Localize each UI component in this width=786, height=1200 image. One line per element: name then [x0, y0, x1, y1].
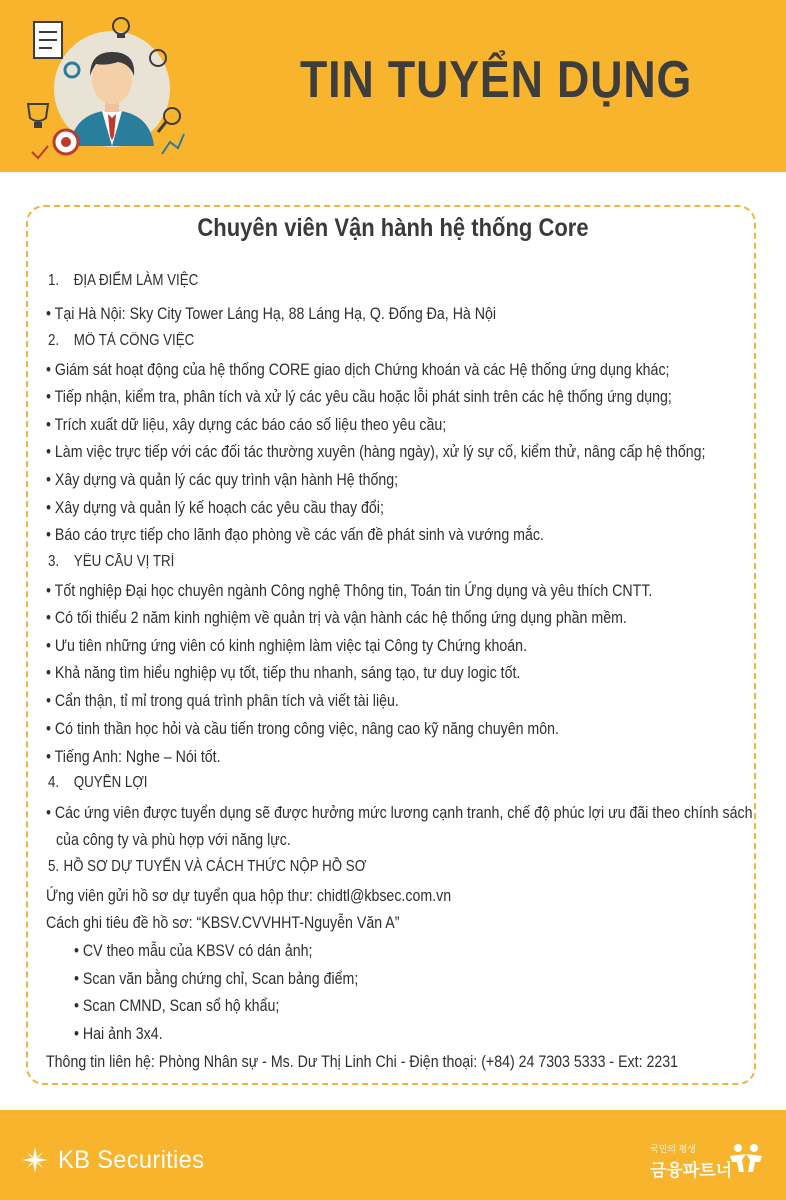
section-number: 2. — [48, 332, 60, 349]
section-heading-text: YÊU CẦU VỊ TRÍ — [73, 553, 175, 570]
list-item: • Khả năng tìm hiểu nghiệp vụ tốt, tiếp thu nhanh, sáng tạo, tư duy logic tốt. — [46, 664, 521, 682]
job-title: Chuyên viên Vận hành hệ thống Core — [197, 214, 589, 242]
section-heading — [48, 332, 194, 350]
list-item: • Làm việc trực tiếp với các đối tác thường xuyên (hàng ngày), xử lý sự cố, kiểm thử, nâng cấp hệ thống; — [46, 443, 706, 461]
section-number: 3. — [48, 553, 60, 570]
list-item: • Tiếp nhận, kiểm tra, phân tích và xử lý các yêu cầu hoặc lỗi phát sinh trên các hệ thống ứng dụng; — [46, 388, 672, 406]
partner-slogan-small: 국민의 평생 — [650, 1144, 696, 1154]
list-item: • Tốt nghiệp Đại học chuyên ngành Công nghệ Thông tin, Toán tin Ứng dụng và yêu thích CNTT. — [46, 582, 653, 600]
list-item: • Có tối thiểu 2 năm kinh nghiệm về quản trị và vận hành các hệ thống ứng dụng phần mềm. — [46, 609, 627, 627]
section-number: 1. — [48, 272, 60, 289]
list-item: • CV theo mẫu của KBSV có dán ảnh; — [74, 942, 313, 960]
list-item: • Báo cáo trực tiếp cho lãnh đạo phòng về các vấn đề phát sinh và vướng mắc. — [46, 526, 544, 544]
list-item: Ứng viên gửi hồ sơ dự tuyển qua hộp thư: chidtl@kbsec.com.vn — [46, 887, 452, 905]
list-item: • Giám sát hoạt động của hệ thống CORE giao dịch Chứng khoán và các Hệ thống ứng dụng khác; — [46, 361, 670, 379]
section-heading — [48, 774, 147, 792]
contact-info: Thông tin liên hệ: Phòng Nhân sự - Ms. Dư Thị Linh Chi - Điện thoại: (+84) 24 7303 5333 - Ext: 2231 — [46, 1053, 679, 1071]
list-item: • Trích xuất dữ liệu, xây dựng các báo cáo số liệu theo yêu cầu; — [46, 416, 447, 434]
list-item: Cách ghi tiêu đề hồ sơ: “KBSV.CVVHHT-Nguyễn Văn A” — [46, 914, 400, 932]
list-item: • Cẩn thận, tỉ mỉ trong quá trình phân tích và viết tài liệu. — [46, 692, 399, 710]
list-item: • Scan CMND, Scan sổ hộ khẩu; — [74, 997, 280, 1015]
partner-slogan — [640, 1136, 770, 1186]
page-title: TIN TUYỂN DỤNG — [300, 51, 693, 109]
list-item: của công ty và phù hợp với năng lực. — [56, 831, 291, 849]
kb-star-logo-icon — [20, 1145, 50, 1175]
list-item: • Ưu tiên những ứng viên có kinh nghiệm làm việc tại Công ty Chứng khoán. — [46, 637, 528, 655]
section-heading-text: HỒ SƠ DỰ TUYỂN VÀ CÁCH THỨC NỘP HỒ SƠ — [63, 858, 367, 875]
section-heading-text: ĐỊA ĐIỂM LÀM VIỆC — [73, 272, 199, 289]
section-number: 4. — [48, 774, 60, 791]
list-item: • Tiếng Anh: Nghe – Nói tốt. — [46, 748, 221, 766]
recruiter-illustration-icon — [22, 14, 187, 164]
section-heading-text: QUYỀN LỢI — [73, 774, 148, 791]
list-item: • Xây dựng và quản lý kế hoạch các yêu cầu thay đổi; — [46, 499, 384, 517]
list-item: • Scan văn bằng chứng chỉ, Scan bảng điểm; — [74, 970, 359, 988]
kb-securities-logo — [20, 1140, 212, 1180]
list-item: • Có tinh thần học hỏi và cầu tiến trong công việc, nâng cao kỹ năng chuyên môn. — [46, 720, 559, 738]
section-heading — [48, 858, 366, 876]
partner-figures-icon — [728, 1140, 764, 1180]
list-item: • Xây dựng và quản lý các quy trình vận hành Hệ thống; — [46, 471, 399, 489]
section-heading-text: MÔ TẢ CÔNG VIỆC — [73, 332, 195, 349]
brand-name: KB Securities — [58, 1145, 205, 1174]
list-item: • Tại Hà Nội: Sky City Tower Láng Hạ, 88 Láng Hạ, Q. Đống Đa, Hà Nội — [46, 305, 497, 323]
list-item: • Hai ảnh 3x4. — [74, 1025, 163, 1043]
partner-slogan-big: 금융파트너 — [650, 1161, 733, 1180]
section-heading — [48, 553, 174, 571]
section-heading — [48, 272, 198, 290]
header-banner — [0, 0, 786, 172]
list-item: • Các ứng viên được tuyển dụng sẽ được hưởng mức lương cạnh tranh, chế độ phúc lợi ưu đãi theo chính sách — [46, 804, 753, 822]
section-number: 5. — [48, 858, 60, 875]
